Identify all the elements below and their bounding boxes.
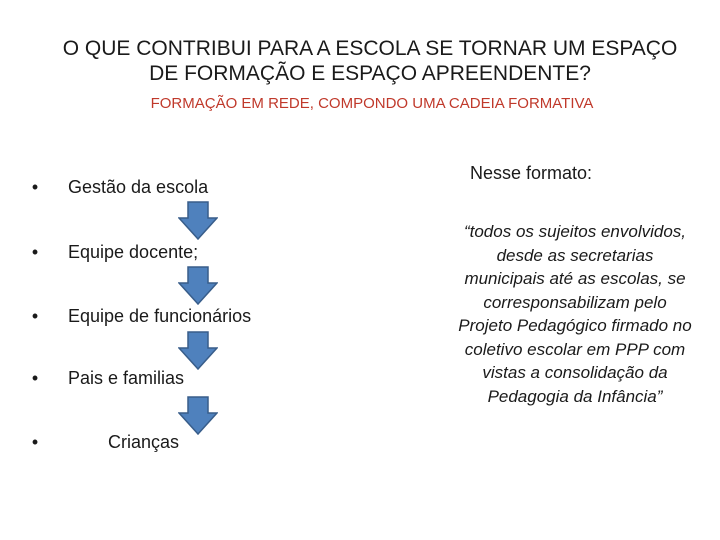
bullet-marker: •: [31, 306, 39, 326]
down-arrow-icon: [178, 396, 218, 436]
bullet-marker: •: [31, 242, 39, 262]
right-heading: Nesse formato:: [470, 163, 593, 183]
slide-title: O QUE CONTRIBUI PARA A ESCOLA SE TORNAR UM ESPAÇO DE FORMAÇÃO E ESPAÇO APREENDENTE?: [62, 37, 678, 85]
slide-subtitle: FORMAÇÃO EM REDE, COMPONDO UMA CADEIA FORMATIVA: [150, 95, 594, 112]
bullet-label: Equipe docente;: [68, 242, 199, 262]
list-item-pais-familias: [30, 367, 184, 389]
bullet-marker: •: [31, 432, 39, 452]
list-item-gestao: [30, 176, 208, 198]
list-item-equipe-docente: [30, 241, 198, 263]
quote-text: “todos os sujeitos envolvidos, desde as secretarias municipais até as escolas, se corresponsabilizam pelo Projeto Pedagógico firmado no coletivo escolar em PPP com vistas a consolidação da Pedagogia da Infância”: [458, 222, 692, 406]
bullet-label: Equipe de funcionários: [68, 306, 252, 326]
down-arrow-icon: [178, 266, 218, 306]
list-item-equipe-funcionarios: [30, 305, 251, 327]
bullet-label: Pais e familias: [68, 368, 185, 388]
bullet-label: Crianças: [108, 432, 180, 452]
down-arrow-icon: [178, 331, 218, 371]
bullet-marker: •: [31, 177, 39, 197]
bullet-label: Gestão da escola: [68, 177, 209, 197]
bullet-marker: •: [31, 368, 39, 388]
down-arrow-icon: [178, 201, 218, 241]
list-item-criancas: [30, 431, 179, 453]
